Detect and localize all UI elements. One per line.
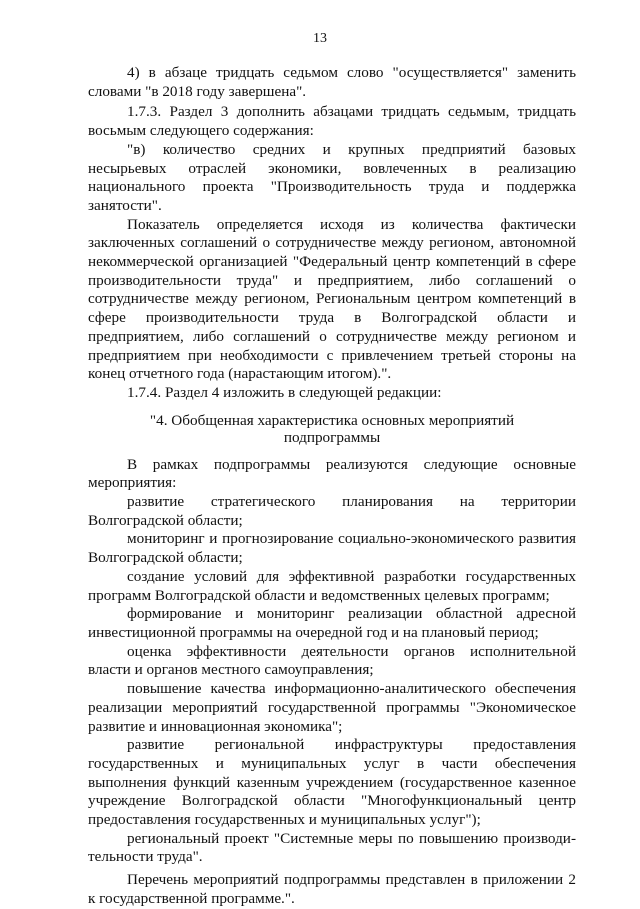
paragraph-indicator-v: "в) количество средних и крупных предприятий базовых несырьевых отраслей экономики, вовлеченных в реализацию национального проекта "Производительность труда и поддержка занятости". — [88, 140, 576, 214]
list-item-state-programs: создание условий для эффективной разработки государственных программ Волгоградской области и ведомственных целевых программ; — [88, 567, 576, 604]
list-item-strategic-planning: развитие стратегического планирования на территории Волгоградской области; — [88, 493, 576, 529]
section-heading-line-1: "4. Обобщенная характеристика основных мероприятий — [149, 411, 515, 429]
paragraph-section-1-7-3: 1.7.3. Раздел 3 дополнить абзацами тридцать седьмым, тридцать восьмым следующего содержания: — [88, 103, 576, 140]
list-item-monitoring-forecasting: мониторинг и прогнозирование социально-экономического развития Волгоградской области; — [88, 530, 576, 567]
list-item-service-infrastructure: развитие региональной инфраструктуры предоставления государственных и муниципальных услуг в части обеспечения выполнения функций казенным учреждением (государственное казенное учреждение Волгоградской области "Многофункциональный центр предоставления государственных и муниципальных услуг"); — [88, 736, 576, 829]
paragraph-appendix-reference: Перечень мероприятий подпрограммы представлен в приложении 2 к государственной программе.". — [88, 871, 576, 907]
paragraph-amendment-4: 4) в абзаце тридцать седьмом слово "осуществляется" заменить словами "в 2018 году завершена". — [88, 64, 576, 100]
list-item-regional-project: региональный проект "Системные меры по повышению производительности труда". — [88, 829, 576, 866]
document-body — [88, 64, 576, 909]
list-item-performance-assessment: оценка эффективности деятельности органов исполнительной власти и органов местного самоуправления; — [88, 642, 576, 679]
page-number: 13 — [313, 31, 327, 46]
list-item-investment-program: формирование и мониторинг реализации областной адресной инвестиционной программы на очередной год и на плановый период; — [88, 605, 576, 641]
list-item-analytics-quality: повышение качества информационно-аналитического обеспечения реализации мероприятий государственной программы "Экономическое развитие и инновационная экономика"; — [88, 680, 576, 735]
paragraph-indicator-definition: Показатель определяется исходя из количества фактически заключенных соглашений о сотрудничестве между регионом, автономной некоммерческой организацией "Федеральный центр компетенций в сфере производительности труда" и предприятием, либо соглашений о сотрудничестве между регионом, Региональным центром компетенций в сфере производительности труда в Волгоградской области и предприятием, либо соглашений о сотрудничестве между регионом и предприятием при необходимости с привлечением третьей стороны на конец отчетного года (нарастающим итогом).". — [88, 215, 576, 383]
paragraph-intro-measures: В рамках подпрограммы реализуются следующие основные мероприятия: — [88, 455, 576, 492]
section-heading-line-2: подпрограммы — [283, 428, 381, 446]
paragraph-section-1-7-4: 1.7.4. Раздел 4 изложить в следующей редакции: — [127, 383, 442, 401]
section-heading — [88, 412, 576, 446]
